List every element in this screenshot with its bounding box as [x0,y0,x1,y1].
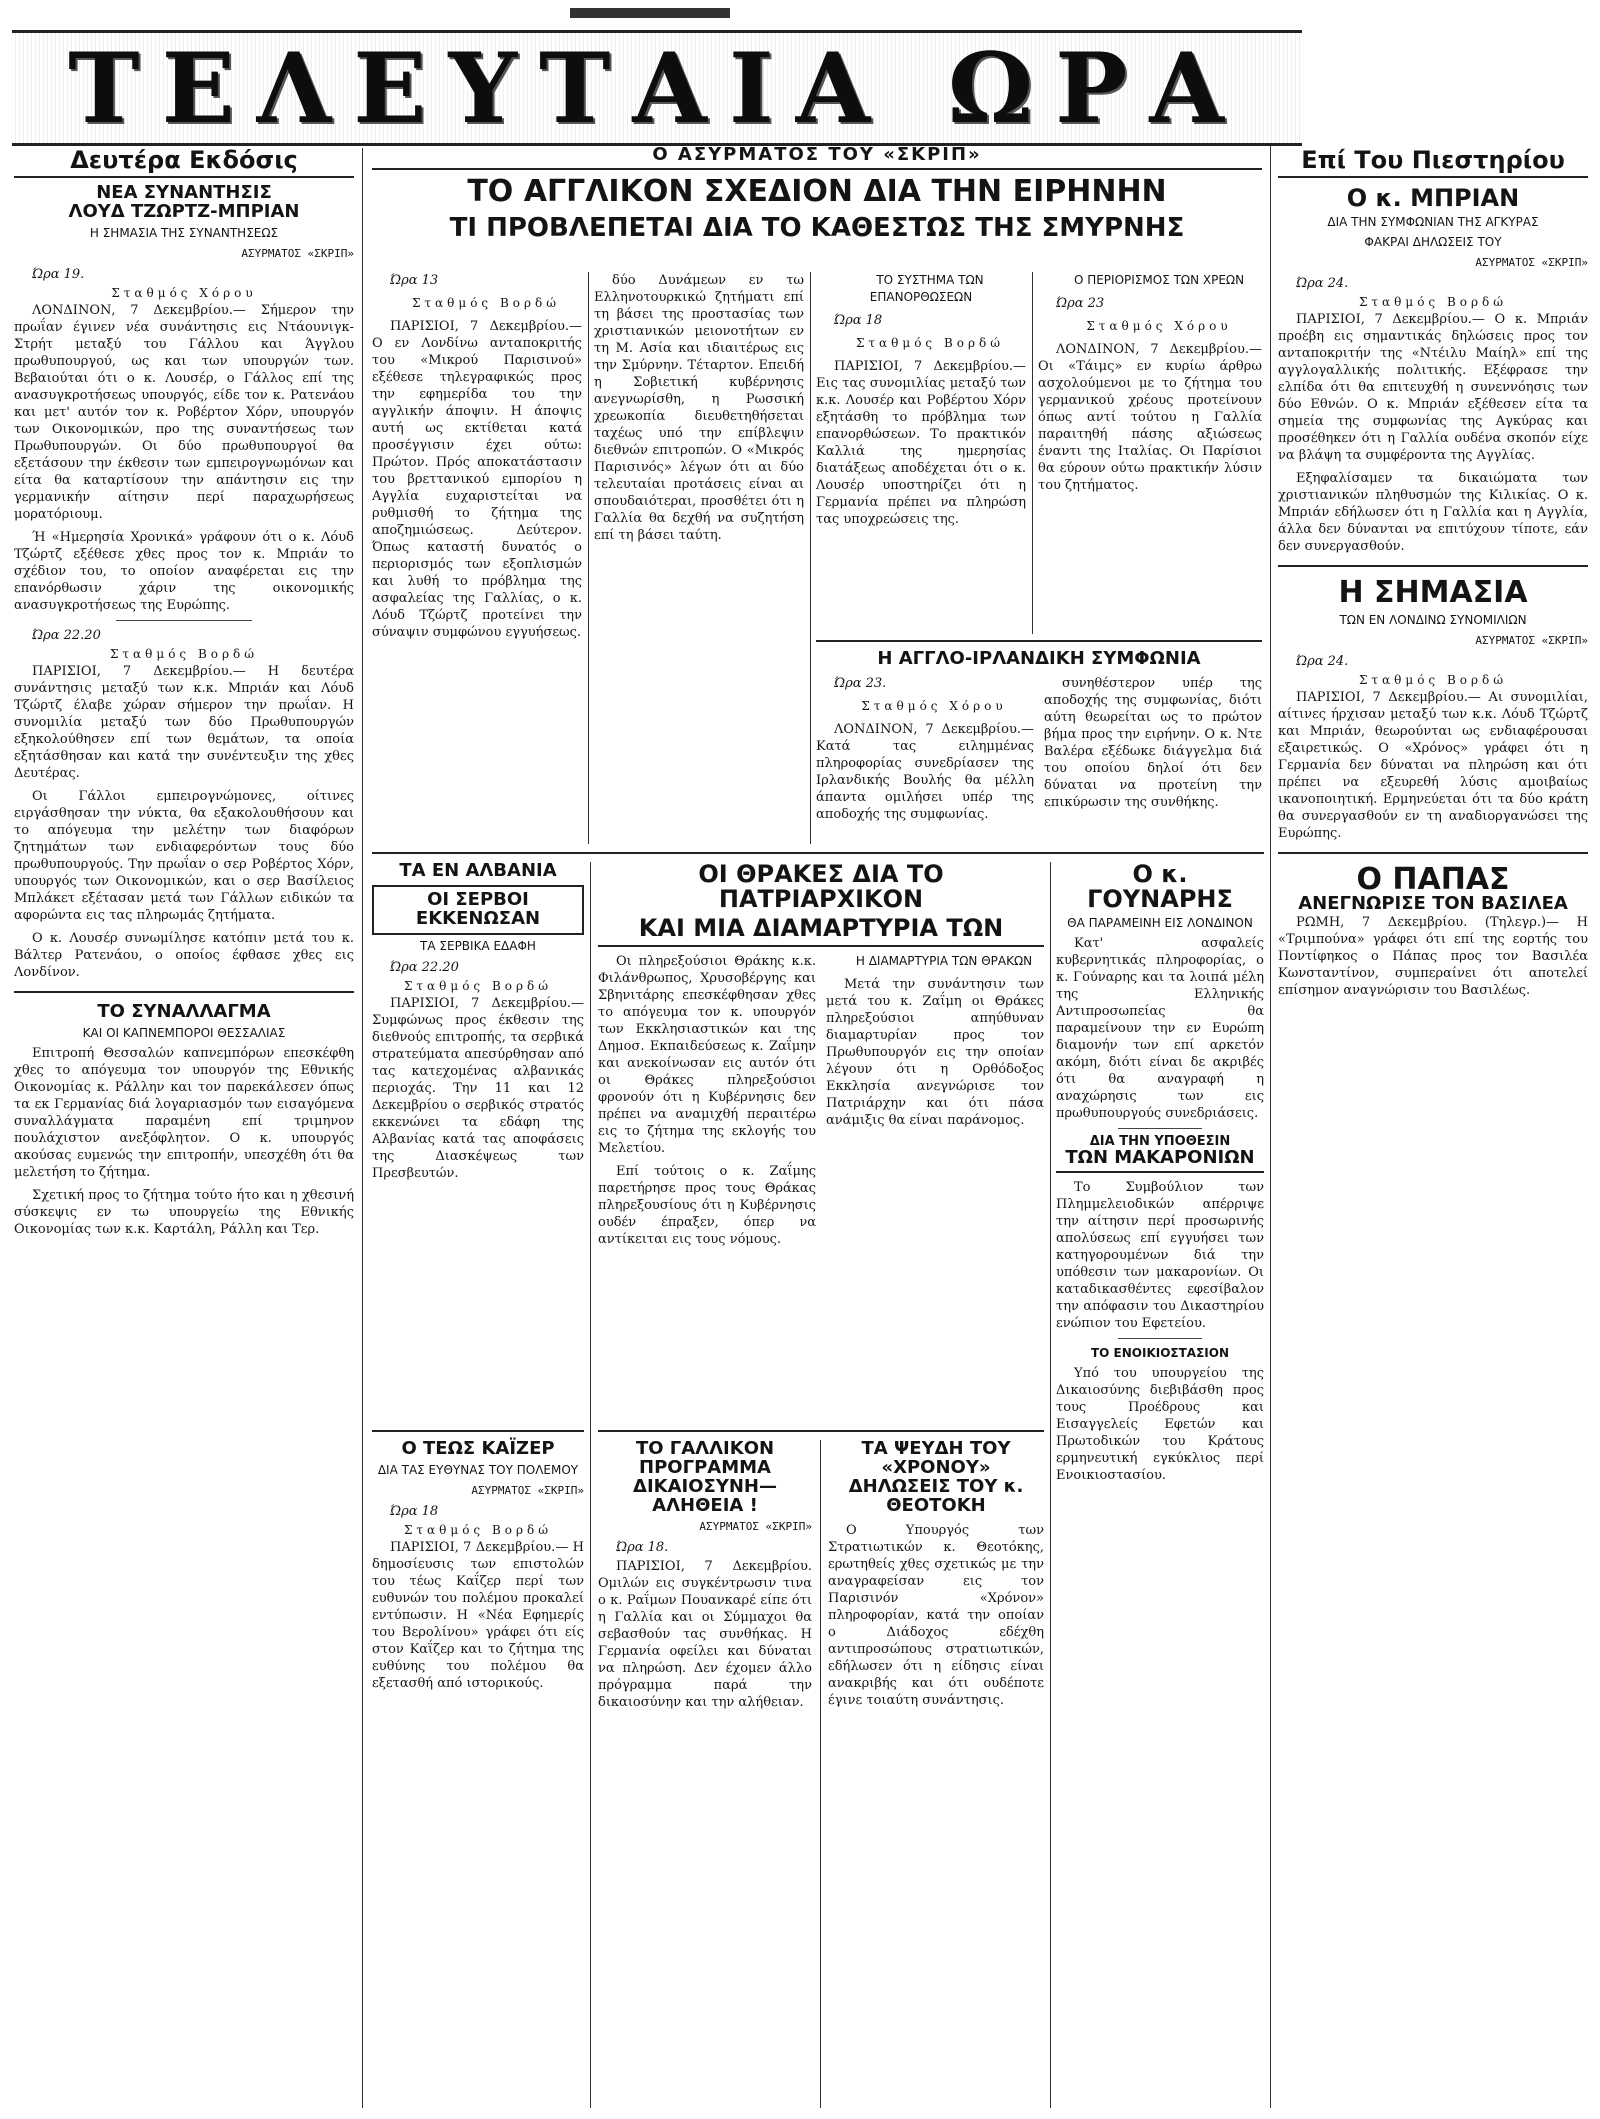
masthead [12,30,1302,146]
left-text-3: ΠΑΡΙΣΙΟΙ, 7 Δεκεμβρίου.— Η δευτέρα συνάντησις μεταξύ των κ.κ. Μπριάν και Λόυδ Τζώρτζ έλαβε χώραν σήμερον την πρωΐαν. Η συνομιλία μεταξύ των δύο Πρωθυπουργών εξηκολούθησεν επί των θεμάτων, τα οποία εξητάσθησαν και κατά την συνέντευξιν της χθες Δευτέρας. [14,663,354,781]
column-rule [1270,146,1271,2108]
left-text-2: Ή «Ημερησία Χρονικά» γράφουν ότι ο κ. Λόυδ Τζώρτζ εξέθεσε χθες προς τον κ. Μπριάν το σχέδιον του, το οποίον αναφέρεται εις την επανόρθωσιν χάριν της οικονομικής ανασυγκροτήσεως της Ευρώπης. [14,529,354,613]
divider [816,640,1262,642]
right-headline-1: Ο κ. ΜΠΡΙΑΝ [1346,184,1520,213]
column-rule [810,272,811,844]
kaiser-time: Ώρα 18 [390,1503,439,1519]
makaronia-headline-2: ΤΩΝ ΜΑΚΑΡΟΝΙΩΝ [1056,1149,1264,1173]
thrace-headline-1: ΟΙ ΘΡΑΚΕΣ ΔΙΑ ΤΟ ΠΑΤΡΙΑΡΧΙΚΟΝ [698,862,944,914]
right-semasia-headline-2: ΤΩΝ ΕΝ ΛΟΝΔΙΝΩ ΣΥΝΟΜΙΛΙΩΝ [1339,612,1527,627]
rent-headline: ΤΟ ΕΝΟΙΚΙΟΣΤΑΣΙΟΝ [1090,1345,1229,1360]
xronos-headline-1: ΤΑ ΨΕΥΔΗ ΤΟΥ «ΧΡΟΝΟΥ» [861,1440,1011,1478]
divider [372,1430,584,1432]
left-headline-2: ΛΟΥΔ ΤΖΩΡΤΖ-ΜΠΡΙΑΝ [68,201,300,223]
masthead-title: ΤΕΛΕΥΤΑΙΑ ΩΡΑ [68,31,1246,145]
irish-station: Σταθμός Χόρου [861,698,1007,713]
column-rule [1050,862,1051,2108]
albania-text: ΠΑΡΙΣΙΟΙ, 7 Δεκεμβρίου.— Συμφώνως προς έκθεσιν της διεθνούς επιτροπής, τα σερβικά στρατεύματα απεσύρθησαν από τας κατεχομένας αλβανικάς περιοχάς. Την 11 και 12 Δεκεμβρίου ο σερβικός στρατός εκκενώνει τα εδάφη της Αλβανίας κατά τας αποφάσεις της Διασκέψεως των Πρεσβευτών. [372,995,584,1181]
right-section-title: Επί Του Πιεστηρίου [1278,148,1588,178]
column-rule [590,862,591,2108]
left-station-2: Σταθμός Βορδώ [109,646,259,661]
left-headline-1: ΝΕΑ ΣΥΝΑΝΤΗΣΙΣ [96,182,272,204]
irish-article [816,650,1262,844]
center-col-3-head: ΤΟ ΣΥΣΤΗΜΑ ΤΩΝ ΕΠΑΝΟΡΘΩΣΕΩΝ [869,273,984,304]
divider [598,1430,1044,1432]
gounaris-headline-1: Ο κ. ΓΟΥΝΑΡΗΣ [1087,862,1233,914]
left-text-6: Επιτροπή Θεσσαλών καπνεμπόρων επεσκέφθη χθες το απόγευμα τον υπουργόν της Εθνικής Οικονομίας κ. Ράλλην και τον παρεκάλεσεν όπως τα εκ Γερμανίας διά λογαριασμόν των εισαγόμενα συναλλάγματα παραμένη επί τριμηνον πουλάχιστον ανεξόφλητον. Ο κ. υπουργός ακούσας ευμενώς την επιτροπήν, υπεσχέθη ότι θα μελετήση το ζήτημα. [14,1045,354,1180]
makaronia-headline-1: ΔΙΑ ΤΗΝ ΥΠΟΘΕΣΙΝ [1089,1134,1231,1150]
left-headline-3: Η ΣΗΜΑΣΙΑ ΤΗΣ ΣΥΝΑΝΤΗΣΕΩΣ [89,225,279,240]
right-source: ΑΣΥΡΜΑΤΟΣ «ΣΚΡΙΠ» [1475,256,1588,270]
divider [116,620,252,621]
divider [1118,1338,1201,1339]
right-text-2: Εξηφαλίσαμεν τα δικαιώματα των χριστιανικών πληθυσμών της Κιλικίας. Ο κ. Μπριάν εδήλωσεν ότι η Γαλλία και η Αγγλία, άλλα δεν δύνανται να επιτύχουν τίποτε, εάν δεν συνεργασθούν. [1278,471,1588,555]
center-col-3-time: Ώρα 18 [834,313,883,328]
right-time: Ώρα 24. [1296,276,1349,292]
right-column [1278,148,1588,2108]
column-rule [362,148,363,2108]
kaiser-station: Σταθμός Βορδώ [403,1522,553,1537]
divider [1118,1128,1201,1129]
right-semasia-source: ΑΣΥΡΜΑΤΟΣ «ΣΚΡΙΠ» [1475,633,1588,647]
kaiser-article [372,1430,584,2108]
irish-text-2: συνηθέστερον υπέρ της αποδοχής της συμφωνίας, διότι αύτη θεωρείται ως το πρώτον βήμα προς την ειρήνην. Ο κ. Ντε Βαλέρα εξέδωκε διάγγελμα διά του οποίου δηλοί ότι δεν δύναται να προτείνη την επικύρωσιν της συνθήκης. [1044,675,1262,810]
center-col-3 [816,272,1026,634]
center-col-2-text: δύο Δυνάμεων εν τω Ελληνοτουρκικώ ζητήματι επί τη βάσει της προστασίας των χριστιανικών μειονοτήτων εν τη Μ. Ασία και ιδιαιτέρως εις την Σμύρνην. Τέταρτον. Επειδή η Σοβιετική κυβέρνησις ανεγνωρίσθη, η Ρωσσική χρεωκοπία διευθετηθήσεται ταχέως υπό την επίβλεψιν διεθνών επιτροπών. Ο «Μικρός Παρισινός» λέγων ότι αι δύο τελευταίαι προτάσεις είναι αι σπουδαιότεραι, προσθέτει ότι η Γαλλία θα δεχθή να συζητήση επί τη βάσει ταύτη. [594,273,804,543]
programme-headline-1: ΤΟ ΓΑΛΛΙΚΟΝ ΠΡΟΓΡΑΜΜΑ [635,1440,775,1478]
column-rule [820,1440,821,2108]
xronos-headline-2: ΔΗΛΩΣΕΙΣ ΤΟΥ κ. ΘΕΟΤΟΚΗ [848,1475,1024,1516]
center-col-4-station: Σταθμός Χόρου [1086,319,1232,333]
right-pope-headline-1: Ο ΠΑΠΑΣ [1356,861,1510,897]
center-kicker: Ο ΑΣΥΡΜΑΤΟΣ ΤΟΥ «ΣΚΡΙΠ» [372,146,1262,170]
left-text-1: ΛΟΝΔΙΝΟΝ, 7 Δεκεμβρίου.— Σήμερον την πρωΐαν έγινεν νέα συνάντησις εις Ντάουνιγκ-Στρήτ μεταξύ του Γάλλου και Άγγλου πρωθυπουργού, ως και των υπουργών των. Βεβαιούται ότι ο κ. Λουσέρ, ο Γάλλος επί της ανασυγκροτήσεως υπουργός, είδε τον κ. Ρατενάου και μετ' αυτόν τον κ. Ροβέρτον Χόρν, υπουργόν των Οικονομικών, προ της συναντήσεως των Πρωθυπουργών. Οι δύο πρωθυπουργοί θα εξετάσουν την έκθεσιν των εμπειρογνωμόνων και είτα θα καταρτίσουν την απάντησιν εις την γερμανικήν αίτησιν περί παραχωρήσεως μορατόριουμ. [14,302,354,522]
thrace-article [598,862,1044,1422]
center-col-1 [372,272,582,844]
right-text-1: ΠΑΡΙΣΙΟΙ, 7 Δεκεμβρίου.— Ο κ. Μπριάν προέβη εις σημαντικάς δηλώσεις προς τον ανταποκριτήν της «Ντέιλυ Μαίηλ» επί της αγγλογαλλικής πολιτικής. Εξέφρασε την ελπίδα ότι θα επιτευχθή η συνεννόησις των δύο Εθνών. Ο κ. Μπριάν εξέθεσεν είτα τα σημεία της συμφωνίας της Αγκύρας και προσέθηκεν ότι η Γαλλία ουδένα σκοπόν είχε να βλάψη τα συμφέροντα της Αγγλίας. [1278,312,1588,464]
thrace-headline-2: ΚΑΙ ΜΙΑ ΔΙΑΜΑΡΤΥΡΙΑ ΤΩΝ [598,916,1044,946]
left-source: ΑΣΥΡΜΑΤΟΣ «ΣΚΡΙΠ» [241,246,354,260]
kaiser-headline-2: ΔΙΑ ΤΑΣ ΕΥΘΥΝΑΣ ΤΟΥ ΠΟΛΕΜΟΥ [377,1462,579,1477]
left-time-1: Ώρα 19. [32,266,85,282]
column-rule [588,272,589,844]
thrace-text-1: Οι πληρεξούσιοι Θράκης κ.κ. Φιλάνθρωπος, Χρυσοβέργης και Σβηνιτάρης επεσκέφθησαν χθες το απόγευμα τον κ. υπουργόν των Εκκλησιαστικών και της Δημοσ. Εκπαιδεύσεως κ. Ζαΐμην και ανεκοίνωσαν εις αυτόν ότι οι Θράκες πληρεξούσιοι φρονούν ότι η Κυβέρνησις δεν πρέπει να αναμιχθή περαιτέρω εις το ζήτημα της εκλογής του Μελετίου. [598,953,816,1156]
right-pope-text: ΡΩΜΗ, 7 Δεκεμβρίου. (Τηλεγρ.)— Η «Τριμπούνα» γράφει ότι επί της εορτής του Ποντίφηκος ο Πάπας προς τον Βασιλέα Κωνσταντίνον, συμπεραίνει ότι αποτελεί επίσημον αναγνώρισιν του Βασιλέως. [1278,915,1588,999]
right-pope-headline-2: ΑΝΕΓΝΩΡΙΣΕ ΤΟΝ ΒΑΣΙΛΕΑ [1298,893,1568,915]
right-semasia-text: ΠΑΡΙΣΙΟΙ, 7 Δεκεμβρίου.— Αι συνομιλίαι, αίτινες ήρχισαν μεταξύ των κ.κ. Λόυδ Τζώρτζ και Μπριάν, θεωρούνται ως ενδιαφέρουσαι εξαιρετικώς. Ο «Χρόνος» γράφει ότι η Γερμανία δεν δύναται να πληρώση και ότι πρέπει να εξευρεθή λύσις αμοιβαίως ικανοποιητική. Ερμηνεύεται ότι τα δύο κράτη θα συνεργασθούν εν τη αναδιοργανώσει της Ευρώπης. [1278,689,1588,841]
center-col-1-text: ΠΑΡΙΣΙΟΙ, 7 Δεκεμβρίου.— Ο εν Λονδίνω ανταποκριτής του «Μικρού Παρισινού» εξέθεσε τηλεγραφικώς προς την εφημερίδα του την αγγλικήν άποψιν. Η άποψις αυτή ως εκτίθεται κατά προσέγγισιν έχει ούτω: Πρώτον. Πρός αποκατάστασιν του βρεττανικού εμπορίου η Αγγλία ευχαριστείται να ρυθμισθή το ζήτημα της αποζημιώσεως. Δεύτερον. Όπως καταστή δυνατός ο περιορισμός των εξοπλισμών και λυθή το πρόβλημα της ασφαλείας της Γαλλίας, ο κ. Λόυδ Τζώρτζ προτείνει την σύναψιν συμφώνου εγγυήσεως. [372,319,582,640]
divider [1278,852,1588,854]
center-subhead: ΤΙ ΠΡΟΒΛΕΠΕΤΑΙ ΔΙΑ ΤΟ ΚΑΘΕΣΤΩΣ ΤΗΣ ΣΜΥΡΝΗΣ [449,213,1185,244]
right-headline-3: ΦΑΚΡΑΙ ΔΗΛΩΣΕΙΣ ΤΟΥ [1364,235,1502,250]
programme-article [598,1440,812,2108]
kaiser-text: ΠΑΡΙΣΙΟΙ, 7 Δεκεμβρίου.— Η δημοσίευσις των επιστολών του τέως Καΐζερ περί των ευθυνών του πολέμου προκαλεί εντύπωσιν. Η «Νέα Εφημερίς του Βερολίνου» γράφει ότι είς στον Καΐζερ και το ζήτημα της ευθύνης του πολέμου θα εξετασθή από ιστορικούς. [372,1539,584,1691]
right-semasia-time: Ώρα 24. [1296,653,1349,669]
xronos-article [828,1440,1044,2108]
center-col-3-station: Σταθμός Βορδώ [855,336,1005,350]
left-station-1: Σταθμός Χόρου [111,285,257,300]
thrace-text-3: Μετά την συνάντησιν των μετά του κ. Ζαΐμη οι Θράκες πληρεξούσιοι απηύθυναν διαμαρτυρίαν προς τον Πρωθυπουργόν εις την οποίαν λέγουν ότι η Ορθόδοξος Εκκλησία ανεγνώρισε τον Πατριάρχην και ότι πάσα ανάμιξις θα είναι παράνομος. [826,976,1044,1128]
gounaris-text: Κατ' ασφαλείς κυβερνητικάς πληροφορίας, ο κ. Γούναρης και τα λοιπά μέλη της Ελληνικής Αντιπροσωπείας θα παραμείνουν την εν Ευρώπη διαμονήν των επί αρκετόν ακόμη, διότι είναι δε ακριβές ότι θα αναγραφή η αναχώρησις των εις πρωθυπουργούς συνεδριάσεις. [1056,936,1264,1122]
kaiser-source: ΑΣΥΡΜΑΤΟΣ «ΣΚΡΙΠ» [471,1483,584,1497]
irish-headline: Η ΑΓΓΛΟ-ΙΡΛΑΝΔΙΚΗ ΣΥΜΦΩΝΙΑ [877,650,1201,669]
left-column [14,148,354,2108]
gounaris-headline-2: ΘΑ ΠΑΡΑΜΕΙΝΗ ΕΙΣ ΛΟΝΔΙΝΟΝ [1067,916,1253,931]
top-ornament [570,8,730,18]
right-semasia-headline-1: Η ΣΗΜΑΣΙΑ [1338,575,1528,611]
left-bottom-headline-2: ΚΑΙ ΟΙ ΚΑΠΝΕΜΠΟΡΟΙ ΘΕΣΣΑΛΙΑΣ [82,1025,286,1040]
left-bottom-headline-1: ΤΟ ΣΥΝΑΛΛΑΓΜΑ [97,1000,271,1022]
left-text-7: Σχετική προς το ζήτημα τούτο ήτο και η χθεσινή σύσκεψις εν τω υπουργείω της Εθνικής Οικονομίας των κ.κ. Καρτάλη, Ράλλη και Τερ. [14,1187,354,1237]
divider [1278,565,1588,567]
left-text-4: Οι Γάλλοι εμπειρογνώμονες, οίτινες ειργάσθησαν την νύκτα, θα εξακολουθήσουν και το απόγευμα την μελέτην των διαφόρων ζητημάτων των ενδιαφερόντων τους δύο πρωθυπουργούς. Την πρωΐαν ο σερ Ροβέρτος Χόρν, υπουργός των Οικονομικών, και ο σερ Βασίλειος Μπλάκετ εξέτασαν μετά των Γάλλων ειδικών τα αφορώντα εις τας πληρωμάς ζητήματα. [14,788,354,923]
thrace-text-2: Επί τούτοις ο κ. Ζαΐμης παρετήρησε προς τους Θράκας πληρεξουσίους ότι η Κυβέρνησις ουδέν έπραξεν, όπερ να αντίκειται εις τους νόμους. [598,1163,816,1247]
rent-text: Υπό του υπουργείου της Δικαιοσύνης διεβιβάσθη προς τους Προέδρους και Εισαγγελείς Εφετών και Πρωτοδικών του Κράτους ερμηνευτική εγκύκλιος περί Ενοικιοστασίου. [1056,1365,1264,1483]
albania-time: Ώρα 22.20 [390,959,459,975]
albania-headline-2: ΟΙ ΣΕΡΒΟΙ ΕΚΚΕΝΩΣΑΝ [372,885,584,935]
kaiser-headline-1: Ο ΤΕΩΣ ΚΑΪΖΕΡ [401,1438,555,1459]
right-semasia-station: Σταθμός Βορδώ [1358,672,1508,687]
albania-article [372,862,584,1422]
center-top-header [372,146,1262,266]
irish-time: Ώρα 23. [834,675,887,691]
divider [14,991,354,993]
center-col-4-text: ΛΟΝΔΙΝΟΝ, 7 Δεκεμβρίου.— Οι «Τάιμς» εν κυρίω άρθρω ασχολούμενοι με το ζήτημα του γερμανικού χρέους προτείνουν όπως αντί τούτου η Γαλλία παραιτηθή πάσης αξιώσεως έναντι της Ιταλίας. Οι Παρίσιοι θα εύρουν ούτω πρακτικήν λύσιν του ζητήματος. [1038,342,1262,493]
programme-source: ΑΣΥΡΜΑΤΟΣ «ΣΚΡΙΠ» [699,1519,812,1533]
left-text-5: Ο κ. Λουσέρ συνωμίλησε κατόπιν μετά του κ. Βάλτερ Ρατενάου, ο οποίος έφθασε χθες εις Λονδίνον. [14,930,354,980]
makaronia-text: Το Συμβούλιον των Πλημμελειοδικών απέρριψε την αίτησιν περί προσωρινής απολύσεως επί εγγυήσει των κατηγορουμένων διά την υπόθεσιν των μακαρονίων. Οι καταδικασθέντες εφεσίβαλον την απόφασιν του Δικαστηρίου ενώπιον του Εφετείου. [1056,1179,1264,1331]
center-col-4-head: Ο ΠΕΡΙΟΡΙΣΜΟΣ ΤΩΝ ΧΡΕΩΝ [1073,273,1245,287]
center-col-3-text: ΠΑΡΙΣΙΟΙ, 7 Δεκεμβρίου.— Εις τας συνομιλίας μεταξύ των κ.κ. Λουσέρ και Ροβέρτου Χόρν εξητάσθη το πρόβλημα των επανορθώσεων. Το πρακτικόν Καλλιά της ημερησίας διατάξεως αποδέχεται ότι ο κ. Λουσέρ υποστηρίζει ότι η Γερμανία πρέπει να πληρώση τας υποχρεώσεις της. [816,359,1026,527]
center-col-2 [594,272,804,844]
center-station: Σταθμός Βορδώ [411,296,561,310]
column-rule [1032,272,1033,634]
center-headline: ΤΟ ΑΓΓΛΙΚΟΝ ΣΧΕΔΙΟΝ ΔΙΑ ΤΗΝ ΕΙΡΗΝΗΝ [467,173,1167,209]
irish-text-1: ΛΟΝΔΙΝΟΝ, 7 Δεκεμβρίου.— Κατά τας ειλημμένας πληροφορίας συνεδρίασεν της Ιρλανδικής Βουλής θα μέλλη άπαντα ομιλήσει υπέρ της αποδοχής της συμφωνίας. [816,721,1034,822]
divider [372,852,1264,854]
center-col-4-time: Ώρα 23 [1056,296,1105,311]
left-section-title: Δευτέρα Εκδόσις [14,148,354,178]
left-time-2: Ώρα 22.20 [32,627,101,643]
center-col-4 [1038,272,1262,634]
programme-text: ΠΑΡΙΣΙΟΙ, 7 Δεκεμβρίου. Ομιλών εις συγκέντρωσιν τινα ο κ. Ραΐμων Πουανκαρέ είπε ότι η Γαλλία και οι Σύμμαχοι θα σεβασθούν τας συνθήκας. Η Γερμανία οφείλει και δύναται να πληρώση. Δεν έχομεν άλλο πρόγραμμα παρά την δικαιοσύνην και την αλήθειαν. [598,1558,812,1710]
gounaris-article [1056,862,1264,2108]
thrace-mid-head: Η ΔΙΑΜΑΡΤΥΡΙΑ ΤΩΝ ΘΡΑΚΩΝ [855,953,1033,968]
programme-headline-2: ΔΙΚΑΙΟΣΥΝΗ—ΑΛΗΘΕΙΑ ! [633,1475,777,1516]
xronos-text: Ο Υπουργός των Στρατιωτικών κ. Θεοτόκης, ερωτηθείς χθες σχετικώς με την αναγραφείσαν εις τον Παρισινόν «Χρόνον» πληροφορίαν, κατά την οποίαν ο Διάδοχος εδέχθη αντιπροσώπους στρατιωτικών, εδήλωσεν ότι η είδησις είναι ανακριβής και ότι ουδέποτε έγινε τοιαύτη συνάντησις. [828,1522,1044,1708]
center-time: Ώρα 13 [390,273,439,288]
right-headline-2: ΔΙΑ ΤΗΝ ΣΥΜΦΩΝΙΑΝ ΤΗΣ ΑΓΚΥΡΑΣ [1327,215,1539,230]
albania-station: Σταθμός Βορδώ [403,978,553,993]
albania-headline-3: ΤΑ ΣΕΡΒΙΚΑ ΕΔΑΦΗ [420,938,536,953]
programme-time: Ώρα 18. [616,1539,669,1555]
albania-headline-1: ΤΑ ΕΝ ΑΛΒΑΝΙΑ [399,862,557,881]
right-station: Σταθμός Βορδώ [1358,295,1508,310]
